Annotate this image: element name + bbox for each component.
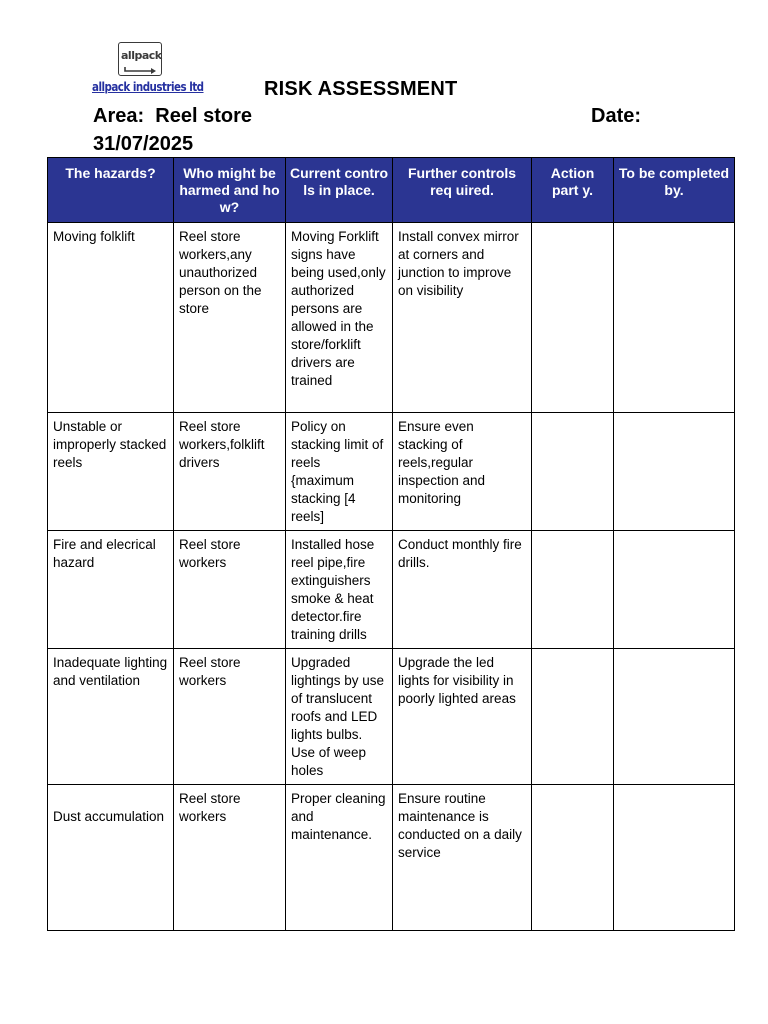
action-party-cell bbox=[532, 531, 614, 649]
completed-by-cell bbox=[614, 223, 735, 413]
document-title: RISK ASSESSMENT bbox=[264, 78, 458, 100]
logo-mark bbox=[118, 42, 162, 76]
further-controls-cell: Ensure even stacking of reels,regular inspection and monitoring bbox=[393, 413, 532, 531]
table-row bbox=[48, 785, 735, 931]
completed-by-cell bbox=[614, 649, 735, 785]
column-header-who-harmed: Who might be harmed and ho w? bbox=[174, 158, 286, 223]
arrow-icon bbox=[123, 65, 163, 75]
date-value: 31/07/2025 bbox=[93, 133, 194, 155]
current-controls-cell: Moving Forklift signs have being used,only authorized persons are allowed in the store/forklift drivers are trained bbox=[286, 223, 393, 413]
further-controls-cell: Upgrade the led lights for visibility in poorly lighted areas bbox=[393, 649, 532, 785]
risk-assessment-table bbox=[47, 157, 735, 931]
current-controls-cell: Installed hose reel pipe,fire extinguishers smoke & heat detector.fire training drills bbox=[286, 531, 393, 649]
table-row bbox=[48, 531, 735, 649]
area-line bbox=[93, 105, 252, 128]
current-controls-cell: Policy on stacking limit of reels {maximum stacking [4 reels] bbox=[286, 413, 393, 531]
hazard-cell: Inadequate lighting and ventilation bbox=[48, 649, 174, 785]
who-harmed-cell: Reel store workers,folklift drivers bbox=[174, 413, 286, 531]
hazard-cell: Dust accumulation bbox=[48, 785, 174, 931]
who-harmed-cell: Reel store workers,any unauthorized person on the store bbox=[174, 223, 286, 413]
action-party-cell bbox=[532, 413, 614, 531]
hazard-cell: Fire and elecrical hazard bbox=[48, 531, 174, 649]
table-row bbox=[48, 413, 735, 531]
hazard-cell: Unstable or improperly stacked reels bbox=[48, 413, 174, 531]
date-label: Date: bbox=[591, 105, 642, 127]
who-harmed-cell: Reel store workers bbox=[174, 785, 286, 931]
current-controls-cell: Proper cleaning and maintenance. bbox=[286, 785, 393, 931]
completed-by-cell bbox=[614, 785, 735, 931]
table-row bbox=[48, 649, 735, 785]
logo-caption: allpack industries ltd bbox=[92, 80, 204, 94]
column-header-further-controls: Further controls req uired. bbox=[393, 158, 532, 223]
further-controls-cell: Install convex mirror at corners and junction to improve on visibility bbox=[393, 223, 532, 413]
action-party-cell bbox=[532, 785, 614, 931]
further-controls-cell: Conduct monthly fire drills. bbox=[393, 531, 532, 649]
completed-by-cell bbox=[614, 413, 735, 531]
completed-by-cell bbox=[614, 531, 735, 649]
company-logo bbox=[92, 42, 204, 98]
current-controls-cell: Upgraded lightings by use of translucent roofs and LED lights bulbs. Use of weep holes bbox=[286, 649, 393, 785]
action-party-cell bbox=[532, 223, 614, 413]
further-controls-cell: Ensure routine maintenance is conducted on a daily service bbox=[393, 785, 532, 931]
table-row bbox=[48, 223, 735, 413]
column-header-current-controls: Current contro ls in place. bbox=[286, 158, 393, 223]
action-party-cell bbox=[532, 649, 614, 785]
column-header-action-party: Action part y. bbox=[532, 158, 614, 223]
column-header-completed-by: To be completed by. bbox=[614, 158, 735, 223]
table-header-row bbox=[48, 158, 735, 223]
who-harmed-cell: Reel store workers bbox=[174, 531, 286, 649]
who-harmed-cell: Reel store workers bbox=[174, 649, 286, 785]
hazard-cell: Moving folklift bbox=[48, 223, 174, 413]
area-value: Reel store bbox=[155, 105, 252, 127]
area-label: Area: bbox=[93, 105, 145, 127]
column-header-hazards: The hazards? bbox=[48, 158, 174, 223]
logo-mark-text: allpack bbox=[121, 49, 162, 62]
